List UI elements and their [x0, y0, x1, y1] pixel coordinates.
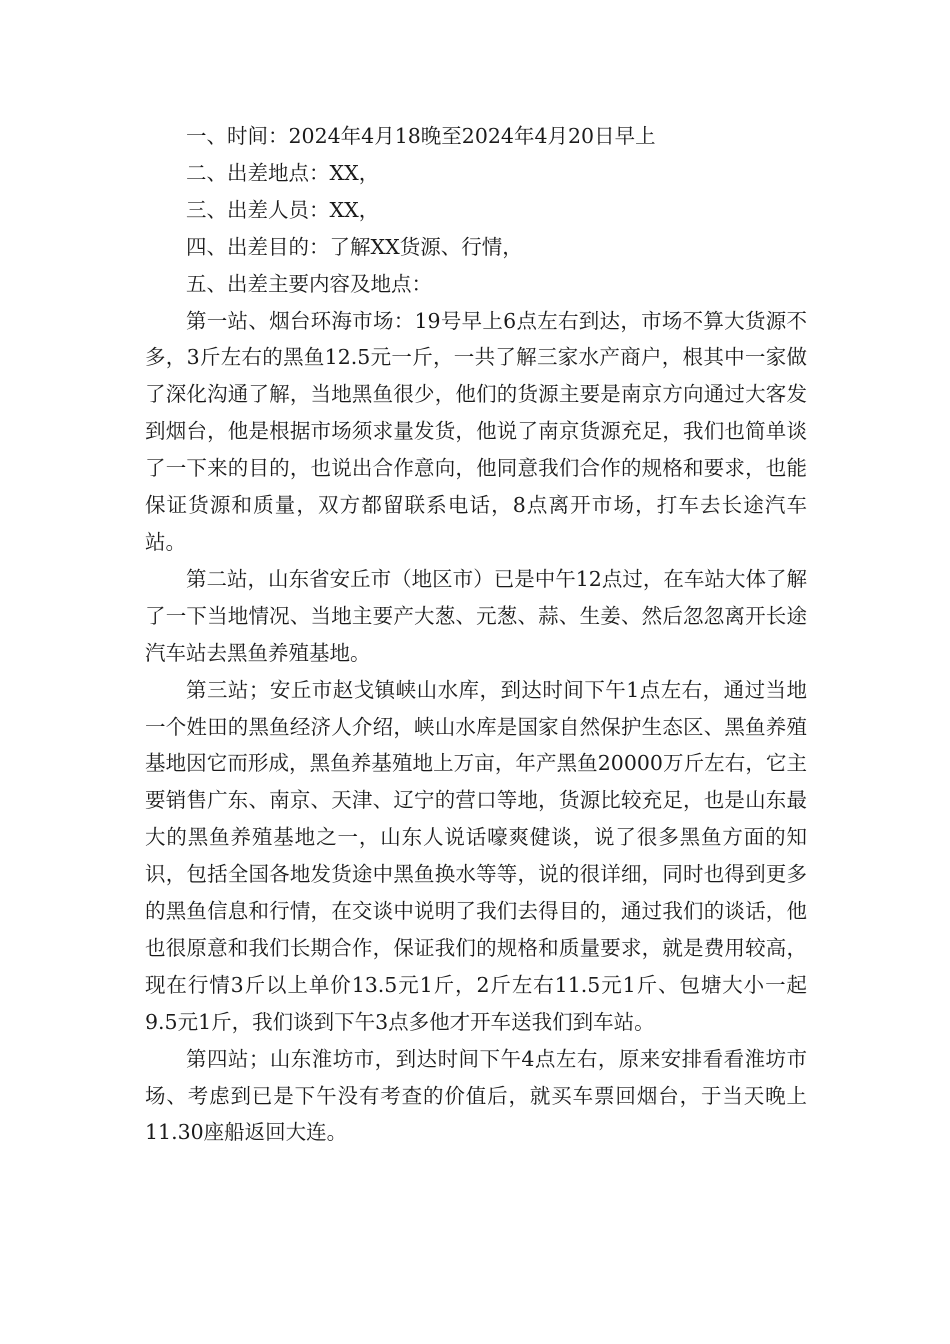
paragraph-purpose: 四、出差目的：了解XX货源、行情，	[186, 234, 523, 259]
paragraph-personnel: 三、出差人员：XX，	[186, 197, 380, 222]
document-body	[145, 118, 807, 1151]
paragraph-stop-1: 第一站、烟台环海市场：19号早上6点左右到达，市场不算大货源不多，3斤左右的黑鱼12.5元一斤，一共了解三家水产商户，根其中一家做了深化沟通了解，当地黑鱼很少，他们的货源主要是南京方向通过大客发到烟台，他是根据市场须求量发货，他说了南京货源充足，我们也简单谈了一下来的目的，也说出合作意向，他同意我们合作的规格和要求，也能保证货源和质量，双方都留联系电话，8点离开市场，打车去长途汽车站。	[145, 308, 807, 554]
paragraph-time: 一、时间：2024年4月18晚至2024年4月20日早上	[186, 124, 656, 148]
paragraph-stop-3: 第三站；安丘市赵戈镇峡山水库，到达时间下午1点左右，通过当地一个姓田的黑鱼经济人介绍，峡山水库是国家自然保护生态区、黑鱼养殖基地因它而形成，黑鱼养基殖地上万亩，年产黑鱼20000万斤左右，它主要销售广东、南京、天津、辽宁的营口等地，货源比较充足，也是山东最大的黑鱼养殖基地之一，山东人说话嚎爽健谈，说了很多黑鱼方面的知识，包括全国各地发货途中黑鱼换水等等，说的很详细，同时也得到更多的黑鱼信息和行情，在交谈中说明了我们去得目的，通过我们的谈话，他也很原意和我们长期合作，保证我们的规格和质量要求，就是费用较高，现在行情3斤以上单价13.5元1斤，2斤左右11.5元1斤、包塘大小一起9.5元1斤，我们谈到下午3点多他才开车送我们到车站。	[145, 677, 807, 1034]
paragraph-location: 二、出差地点：XX，	[186, 160, 380, 185]
paragraph-content-heading: 五、出差主要内容及地点：	[186, 271, 432, 296]
paragraph-stop-2: 第二站，山东省安丘市（地区市）已是中午12点过，在车站大体了解了一下当地情况、当地主要产大葱、元葱、蒜、生姜、然后忽忽离开长途汽车站去黑鱼养殖基地。	[145, 566, 807, 665]
paragraph-stop-4: 第四站；山东淮坊市，到达时间下午4点左右，原来安排看看淮坊市场、考虑到已是下午没有考查的价值后，就买车票回烟台，于当天晚上11.30座船返回大连。	[145, 1046, 807, 1145]
